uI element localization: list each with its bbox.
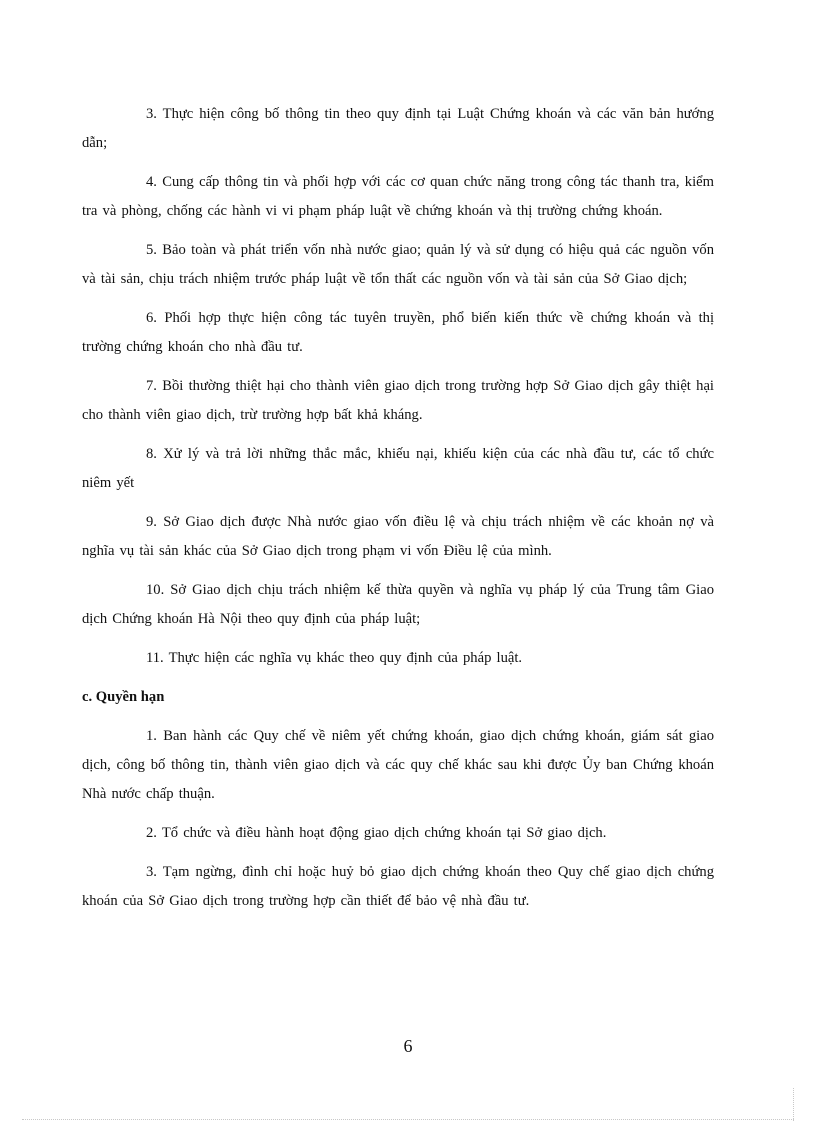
powers-item-2: 2. Tổ chức và điều hành hoạt động giao dịch chứng khoán tại Sở giao dịch. bbox=[146, 825, 607, 841]
powers-item-3: 3. Tạm ngừng, đình chỉ hoặc huỷ bỏ giao dịch chứng khoán theo Quy chế giao dịch chứng khoán của Sở Giao dịch trong trường hợp cần thiết để bảo vệ nhà đầu tư. bbox=[82, 864, 714, 909]
paragraph-item-11: 11. Thực hiện các nghĩa vụ khác theo quy định của pháp luật. bbox=[146, 650, 523, 666]
powers-item-1: 1. Ban hành các Quy chế về niêm yết chứng khoán, giao dịch chứng khoán, giám sát giao dịch, công bố thông tin, thành viên giao dịch và các quy chế khác sau khi được Ủy ban Chứng khoán Nhà nước chấp thuận. bbox=[82, 728, 714, 802]
paragraph-item-9: 9. Sở Giao dịch được Nhà nước giao vốn điều lệ và chịu trách nhiệm về các khoản nợ và nghĩa vụ tài sản khác của Sở Giao dịch trong phạm vi vốn Điều lệ của mình. bbox=[82, 514, 714, 559]
paragraph-item-10: 10. Sở Giao dịch chịu trách nhiệm kế thừa quyền và nghĩa vụ pháp lý của Trung tâm Giao dịch Chứng khoán Hà Nội theo quy định của pháp luật; bbox=[82, 582, 714, 627]
paragraph-item-7: 7. Bồi thường thiệt hại cho thành viên giao dịch trong trường hợp Sở Giao dịch gây thiệt hại cho thành viên giao dịch, trừ trường hợp bất khả kháng. bbox=[82, 378, 714, 423]
section-heading: c. Quyền hạn bbox=[82, 689, 165, 705]
page-number: 6 bbox=[403, 1036, 413, 1056]
paragraph-item-4: 4. Cung cấp thông tin và phối hợp với các cơ quan chức năng trong công tác thanh tra, kiểm tra và phòng, chống các hành vi vi phạm pháp luật về chứng khoán và thị trường chứng khoán. bbox=[82, 174, 714, 219]
page-content bbox=[82, 100, 714, 926]
paragraph-item-6: 6. Phối hợp thực hiện công tác tuyên truyền, phổ biến kiến thức về chứng khoán và thị trường chứng khoán cho nhà đầu tư. bbox=[82, 310, 714, 355]
paragraph-item-3: 3. Thực hiện công bố thông tin theo quy định tại Luật Chứng khoán và các văn bản hướng dẫn; bbox=[82, 106, 714, 151]
page-bottom-divider bbox=[22, 1119, 794, 1120]
paragraph-item-8: 8. Xử lý và trả lời những thắc mắc, khiếu nại, khiếu kiện của các nhà đầu tư, các tổ chức niêm yết bbox=[82, 446, 714, 491]
paragraph-item-5: 5. Bảo toàn và phát triển vốn nhà nước giao; quản lý và sử dụng có hiệu quả các nguồn vốn và tài sản, chịu trách nhiệm trước pháp luật về tổn thất các nguồn vốn và tài sản của Sở Giao dịch; bbox=[82, 242, 714, 287]
page-corner-divider bbox=[793, 1088, 794, 1121]
